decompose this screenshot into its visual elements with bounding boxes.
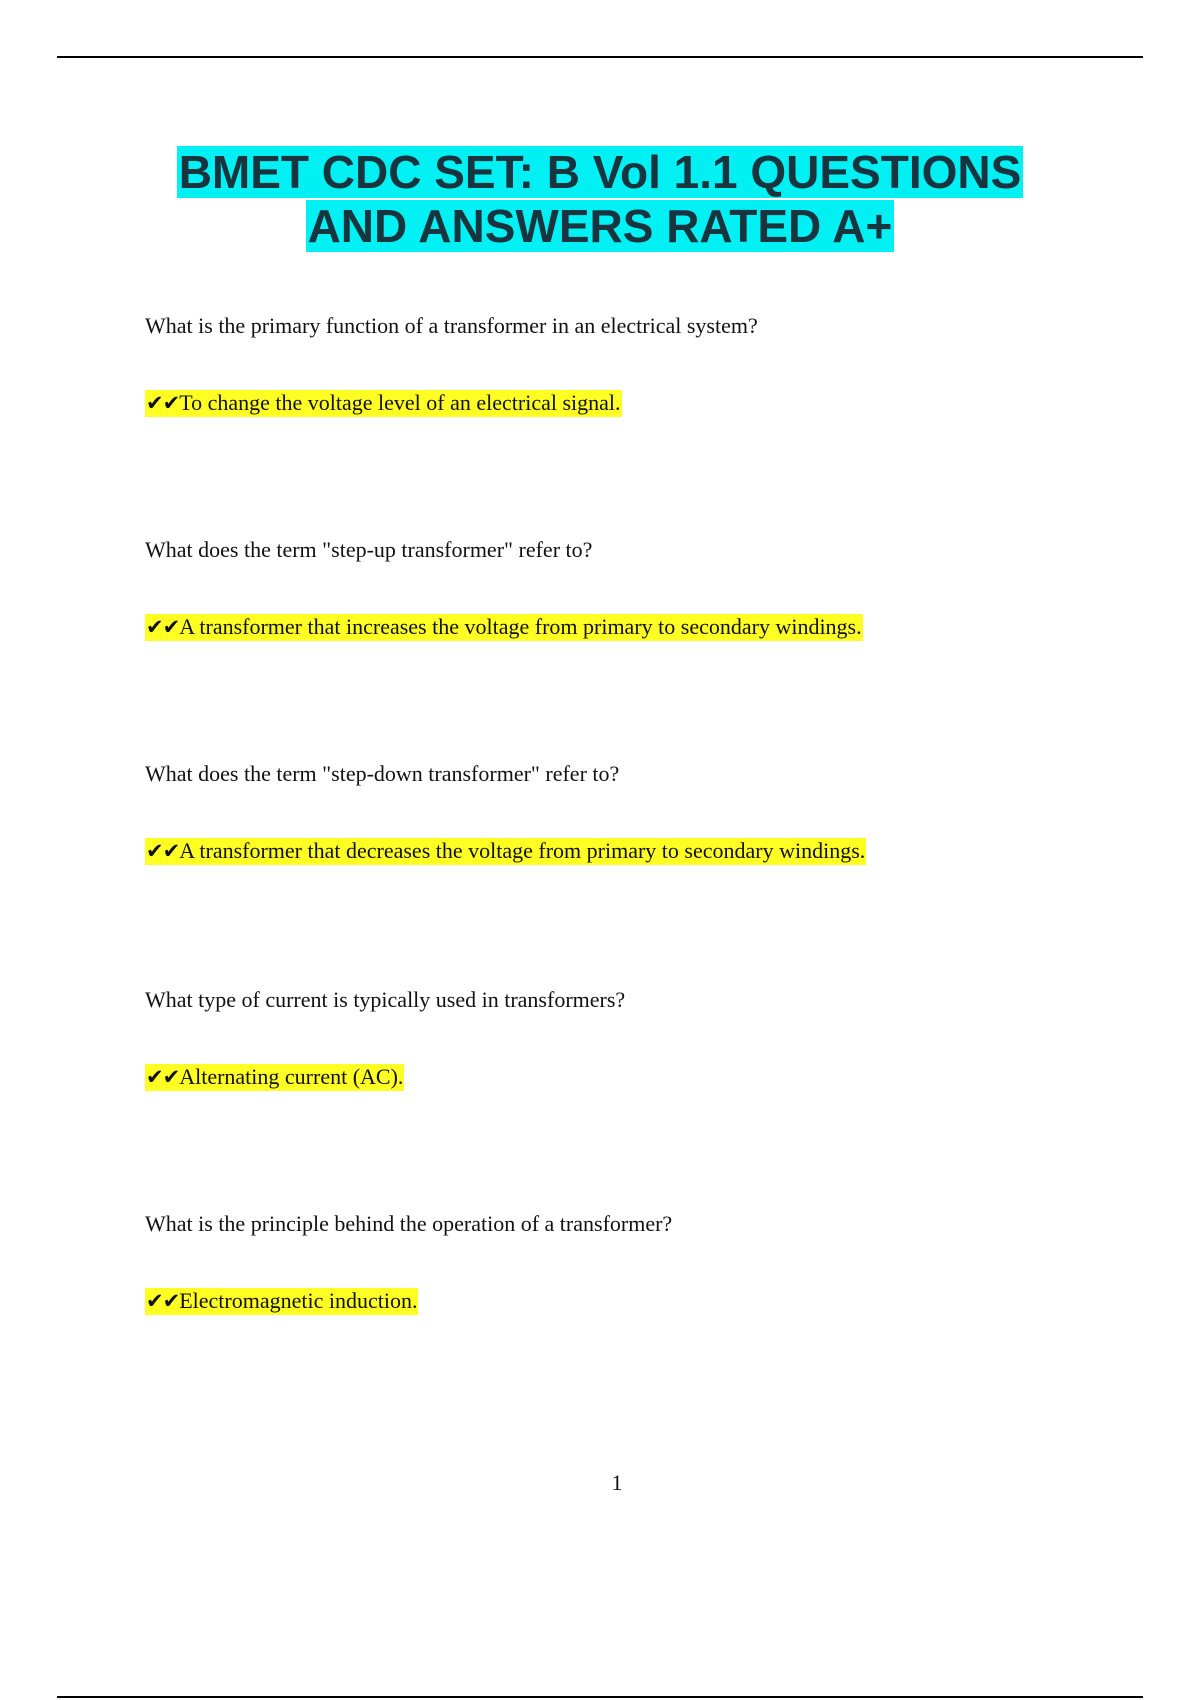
double-check-icon: ✔✔: [146, 839, 180, 863]
answer-text: A transformer that increases the voltage from primary to secondary windings.: [179, 614, 862, 639]
title-line-2-text: AND ANSWERS RATED A+: [307, 200, 893, 252]
question-text: What is the principle behind the operation of a transformer?: [145, 1211, 673, 1236]
document-title: [0, 145, 1200, 253]
answer-highlight: [145, 614, 863, 641]
question-text: What does the term "step-down transformer" refer to?: [145, 761, 620, 786]
answer-text: Alternating current (AC).: [179, 1064, 404, 1089]
answer-highlight: [145, 1288, 418, 1315]
answer-text: To change the voltage level of an electrical signal.: [179, 390, 621, 415]
answer-highlight: [145, 390, 622, 417]
answer: [145, 836, 866, 866]
answer-text: A transformer that decreases the voltage from primary to secondary windings.: [179, 838, 866, 863]
double-check-icon: ✔✔: [146, 391, 180, 415]
title-line-1-text: BMET CDC SET: B Vol 1.1 QUESTIONS: [178, 146, 1022, 198]
answer-highlight: [145, 838, 866, 865]
answer-text: Electromagnetic induction.: [179, 1288, 418, 1313]
double-check-icon: ✔✔: [146, 615, 180, 639]
header-rule: [57, 56, 1143, 58]
answer: [145, 612, 863, 642]
page-number: 1: [611, 1470, 623, 1495]
answer: [145, 1062, 404, 1092]
footer-rule: [57, 1696, 1143, 1698]
double-check-icon: ✔✔: [146, 1289, 180, 1313]
question-text: What is the primary function of a transformer in an electrical system?: [145, 313, 758, 338]
double-check-icon: ✔✔: [146, 1065, 180, 1089]
title-line-2: [304, 199, 897, 253]
title-line-1: [175, 145, 1026, 199]
question-text: What does the term "step-up transformer" refer to?: [145, 537, 593, 562]
answer: [145, 388, 622, 418]
question-text: What type of current is typically used in transformers?: [145, 987, 626, 1012]
answer-highlight: [145, 1064, 404, 1091]
answer: [145, 1286, 418, 1316]
